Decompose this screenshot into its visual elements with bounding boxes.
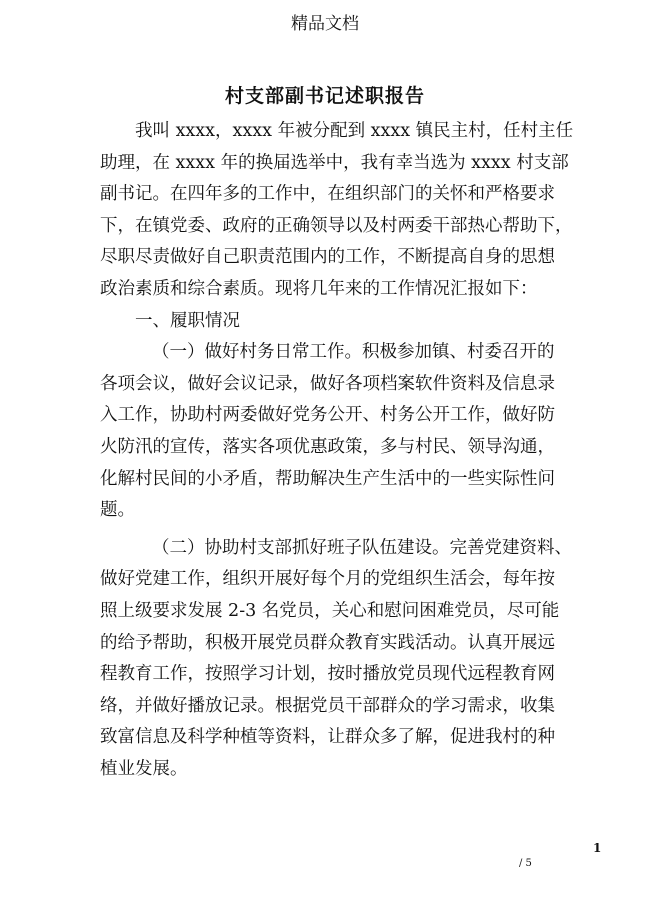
- text-line: 做好党建工作，组织开展好每个月的党组织生活会，每年按: [100, 569, 555, 590]
- document-body: [100, 116, 574, 785]
- section-heading: [100, 306, 570, 338]
- text-line: 下，在镇党委、政府的正确领导以及村两委干部热心帮助下，: [100, 215, 573, 236]
- page-total: / 5: [519, 858, 532, 869]
- text-line: 植业发展。: [100, 758, 188, 779]
- text-line: 副书记。在四年多的工作中，在组织部门的关怀和严格要求: [100, 184, 555, 205]
- text-line: 化解村民间的小矛盾，帮助解决生产生活中的一些实际性问: [100, 468, 555, 489]
- text-line: 致富信息及科学种植等资料，让群众多了解，促进我村的种: [100, 727, 555, 748]
- paragraph-village-affairs: [100, 337, 570, 527]
- text-line: 各项会议，做好会议记录，做好各项档案软件资料及信息录: [100, 373, 555, 394]
- paragraph-team-building: [100, 533, 570, 786]
- text-line: 络，并做好播放记录。根据党员干部群众的学习需求，收集: [100, 695, 555, 716]
- text-line: 的给予帮助，积极开展党员群众教育实践活动。认真开展远: [100, 632, 555, 653]
- page-header: 精品文档: [291, 14, 359, 34]
- page-number: 1: [593, 841, 602, 855]
- text-line: 助理，在 xxxx 年的换届选举中，我有幸当选为 xxxx 村支部: [100, 152, 569, 173]
- text-line: 火防汛的宣传，落实各项优惠政策，多与村民、领导沟通，: [100, 436, 555, 457]
- text-line: 一、履职情况: [135, 310, 240, 331]
- text-line: （二）协助村支部抓好班子队伍建设。完善党建资料、: [152, 537, 572, 558]
- text-line: （一）做好村务日常工作。积极参加镇、村委召开的: [152, 342, 555, 363]
- text-line: 照上级要求发展 2-3 名党员，关心和慰问困难党员，尽可能: [100, 600, 560, 621]
- text-line: 尽职尽责做好自己职责范围内的工作，不断提高自身的思想: [100, 247, 555, 268]
- text-line: 题。: [100, 500, 135, 521]
- paragraph-intro: [100, 116, 574, 306]
- text-line: 程教育工作，按照学习计划，按时播放党员现代远程教育网: [100, 664, 555, 685]
- document-title: 村支部副书记述职报告: [224, 85, 425, 107]
- text-line: 入工作，协助村两委做好党务公开、村务公开工作，做好防: [100, 405, 555, 426]
- text-line: 政治素质和综合素质。现将几年来的工作情况汇报如下：: [100, 278, 538, 299]
- text-line: 我叫 xxxx，xxxx 年被分配到 xxxx 镇民主村，任村主任: [135, 121, 574, 141]
